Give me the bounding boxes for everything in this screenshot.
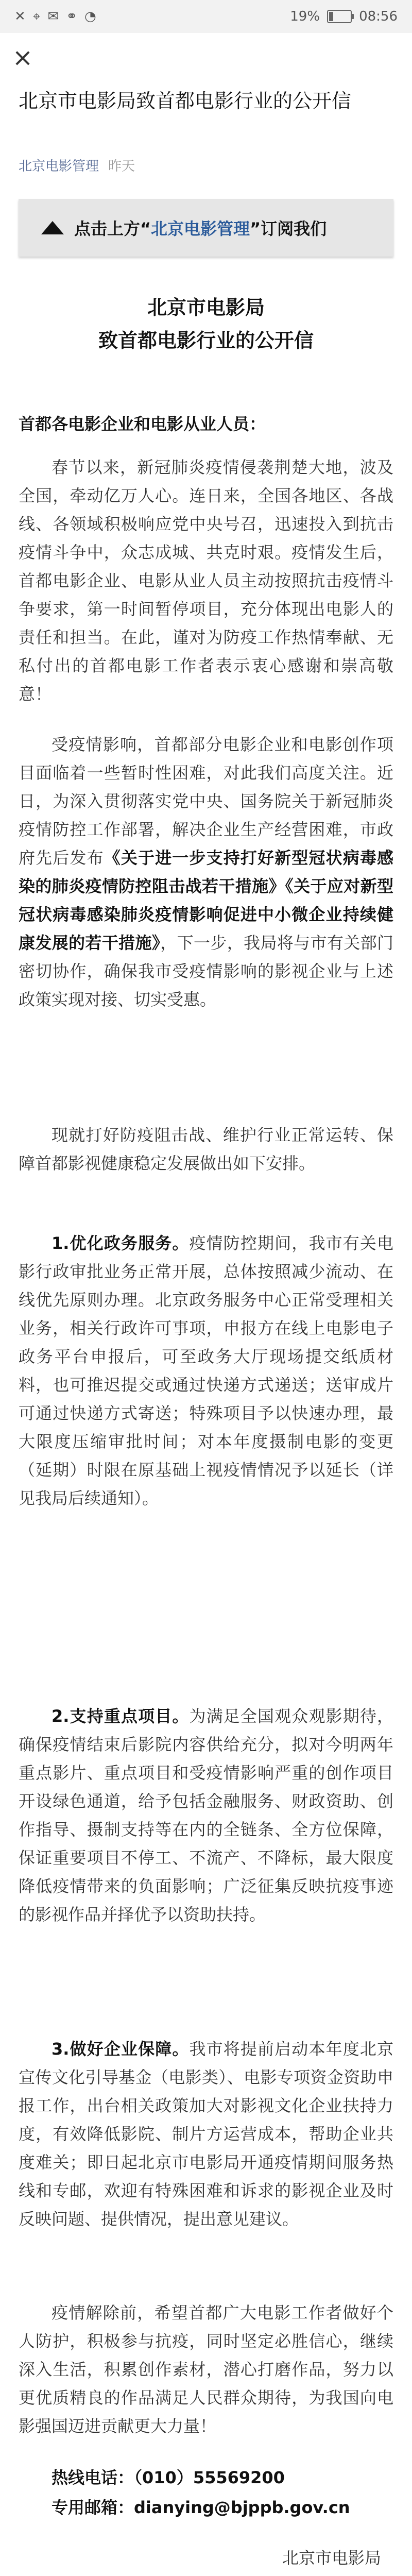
paragraph-2-policies: 《关于进一步支持打好新型冠状病毒感染的肺炎疫情防控阻击战若干措施》《关于应对新型冠状病毒感染肺炎疫情影响促进中小微企业持续健康发展的若干措施》: [19, 848, 393, 953]
battery-icon: [327, 10, 352, 23]
subscribe-suffix: ”订阅我们: [250, 219, 327, 239]
paragraph-6-label: 3.做好企业保障。: [52, 2039, 190, 2059]
subscribe-account: 北京电影管理: [151, 219, 250, 239]
paragraph-2-text-a: 受疫情影响，首都部分电影企业和电影创作项目面临着一些暂时性困难，对此我们高度关注。近日，为深入贯彻落实党中央、国务院关于新冠肺炎疫情防控工作部署，解决企业生产经营困难，市政府先后发布: [19, 735, 393, 868]
status-bar: [0, 0, 412, 33]
close-icon: ×: [12, 43, 33, 72]
paragraph-5-label: 2.支持重点项目。: [52, 1706, 190, 1726]
hotline-label: 热线电话：: [52, 2468, 134, 2487]
signature-org: 北京市电影局: [282, 2548, 381, 2568]
paragraph-2-text-c: ，下一步，我局将与市有关部门密切协作，确保我市受疫情影响的影视企业与上述政策实现对接、切实受惠。: [19, 933, 393, 1009]
arrow-up-icon: [41, 221, 64, 234]
close-button[interactable]: [11, 43, 34, 72]
paragraph-2: [19, 731, 393, 1014]
letter-heading-org: 北京市电影局: [147, 296, 265, 319]
status-icons: [14, 9, 96, 25]
paragraph-5: [19, 1702, 393, 1929]
hotline-number: （010）55569200: [134, 2468, 285, 2487]
mail-icon: ✉: [47, 9, 59, 24]
paragraph-6: [19, 2035, 393, 2233]
article-title: 北京市电影局致首都电影行业的公开信: [19, 90, 352, 112]
account-link[interactable]: 北京电影管理: [19, 159, 99, 174]
paragraph-4-label: 1.优化政务服务。: [52, 1233, 190, 1253]
x-icon: ✕: [14, 9, 26, 24]
battery-percent: 19%: [290, 9, 320, 24]
hotline: [52, 2465, 285, 2488]
letter-salutation: 首都各电影企业和电影从业人员：: [19, 414, 266, 434]
letter-heading-title: 致首都电影行业的公开信: [98, 329, 314, 352]
map-pin-icon: ⌖: [32, 8, 41, 24]
paragraph-1: 春节以来，新冠肺炎疫情侵袭荆楚大地，波及全国，牵动亿万人心。连日来，全国各地区、各战线、各领域积极响应党中央号召，迅速投入到抗击疫情斗争中，众志成城、共克时艰。疫情发生后，首都电影企业、电影从业人员主动按照抗击疫情斗争要求，第一时间暂停项目，充分体现出电影人的责任和担当。在此，谨对为防疫工作热情奉献、无私付出的首都电影工作者表示衷心感谢和崇高敬意！: [19, 457, 393, 704]
subscribe-text: [74, 216, 327, 240]
email-address: dianying@bjppb.gov.cn: [134, 2498, 350, 2517]
subscribe-banner[interactable]: [19, 199, 393, 257]
email: [52, 2495, 350, 2518]
wechat-icon: ◔: [84, 9, 96, 24]
email-label: 专用邮箱：: [52, 2498, 134, 2517]
publish-time: 昨天: [108, 159, 135, 174]
paragraph-5-text: 为满足全国观众观影期待，确保疫情结束后影院内容供给充分，拟对今明两年重点影片、重点项目和受疫情影响严重的创作项目开设绿色通道，给予包括金融服务、财政资助、创作指导、摄制支持等在内的全链条、全方位保障，保证重要项目不停工、不流产、不降标，最大限度降低疫情带来的负面影响；广泛征集反映抗疫事迹的影视作品并择优予以资助扶持。: [19, 1706, 393, 1924]
paragraph-4: [19, 1229, 393, 1513]
top-nav: [0, 33, 412, 82]
battery-level: [329, 12, 333, 21]
paragraph-6-text: 我市将提前启动本年度北京宣传文化引导基金（电影类）、电影专项资金资助申报工作，出台相关政策加大对影视文化企业扶持力度，有效降低影院、制片方运营成本，帮助企业共度难关；即日起北京市电影局开通疫情期间服务热线和专邮，欢迎有特殊困难和诉求的影视企业及时反映问题、提供情况，提出意见建议。: [19, 2039, 393, 2229]
paragraph-3: 现就打好防疫阻击战、维护行业正常运转、保障首都影视健康稳定发展做出如下安排。: [19, 1125, 393, 1173]
article-meta: [19, 156, 135, 175]
paragraph-7: 疫情解除前，希望首都广大电影工作者做好个人防护，积极参与抗疫，同时坚定必胜信心，继续深入生活，积累创作素材，潜心打磨作品，努力以更优质精良的作品满足人民群众期待，为我国向电影强国迈进贡献更大力量！: [19, 2303, 393, 2436]
paragraph-4-text: 疫情防控期间，我市有关电影行政审批业务正常开展，总体按照减少流动、在线优先原则办理。北京政务服务中心正常受理相关业务，相关行政许可事项，申报方在线上电影电子政务平台申报后，可至政务大厅现场提交纸质材料，也可推迟提交或通过快递方式递送；送审成片可通过快递方式寄送；特殊项目予以快速办理，最大限度压缩审批时间；对本年度摄制电影的变更（延期）时限在原基础上视疫情情况予以延长（详见我局后续通知）。: [19, 1233, 393, 1508]
link-icon: ⚭: [66, 9, 78, 24]
clock: 08:56: [359, 9, 398, 24]
subscribe-prefix: 点击上方“: [74, 219, 151, 239]
